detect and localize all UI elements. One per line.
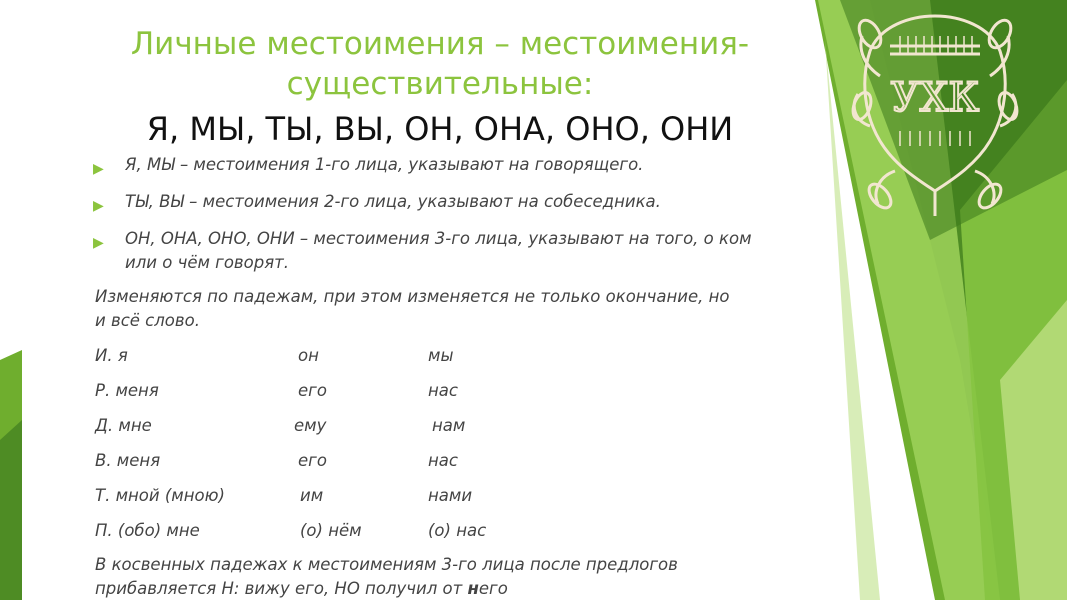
bullet-text: ОН, ОНА, ОНО, ОНИ – местоимения 3-го лица, указывают на того, о ком или о чём говорят.	[125, 229, 752, 272]
bullet-text: ТЫ, ВЫ – местоимения 2-го лица, указывают на собеседника.	[125, 192, 661, 211]
pronoun-cell: (о) нём	[300, 521, 362, 540]
pronoun-cell: его	[298, 381, 327, 400]
case-cell: В. меня	[95, 451, 161, 470]
pronoun-cell: нас	[428, 381, 458, 400]
bold-letter-n: н	[467, 579, 479, 598]
case-cell: Т. мной (мною)	[95, 486, 225, 505]
bullet-text: Я, МЫ – местоимения 1-го лица, указывают на говорящего.	[125, 155, 644, 174]
bullet-item	[93, 190, 813, 214]
bullet-item	[93, 227, 785, 275]
paragraph-declension-intro-line2: и всё слово.	[95, 311, 200, 330]
rule-text: прибавляется Н: вижу его, НО получил от	[95, 579, 468, 598]
pronoun-cell: им	[300, 486, 324, 505]
case-cell: Д. мне	[95, 416, 152, 435]
slide-subtitle-pronouns: Я, МЫ, ТЫ, ВЫ, ОН, ОНА, ОНО, ОНИ	[146, 110, 734, 148]
triangle-bullet-icon: ▶	[93, 198, 104, 214]
leaf-crest-logo	[850, 6, 1020, 221]
slide-title-line2: существительные:	[286, 66, 594, 102]
paragraph-n-rule-line2	[95, 577, 508, 601]
case-cell: Р. меня	[95, 381, 159, 400]
bullet-item	[93, 153, 813, 177]
pronoun-cell: он	[298, 346, 319, 365]
rule-text-end: его	[478, 579, 508, 598]
paragraph-declension-intro-line1: Изменяются по падежам, при этом изменяется не только окончание, но	[95, 287, 730, 306]
pronoun-cell: ему	[294, 416, 327, 435]
paragraph-n-rule-line1: В косвенных падежах к местоимениям 3-го лица после предлогов	[95, 555, 678, 574]
triangle-bullet-icon: ▶	[93, 235, 104, 251]
bullet-list	[93, 153, 813, 288]
pronoun-cell: нам	[432, 416, 466, 435]
pronoun-cell: мы	[428, 346, 454, 365]
pronoun-cell: (о) нас	[428, 521, 487, 540]
pronoun-cell: нами	[428, 486, 473, 505]
case-cell: И. я	[95, 346, 128, 365]
slide-title-line1: Личные местоимения – местоимения-	[130, 26, 750, 62]
pronoun-cell: его	[298, 451, 327, 470]
logo-text: УХК	[890, 75, 980, 121]
pronoun-cell: нас	[428, 451, 458, 470]
triangle-bullet-icon: ▶	[93, 161, 104, 177]
case-cell: П. (обо) мне	[95, 521, 200, 540]
